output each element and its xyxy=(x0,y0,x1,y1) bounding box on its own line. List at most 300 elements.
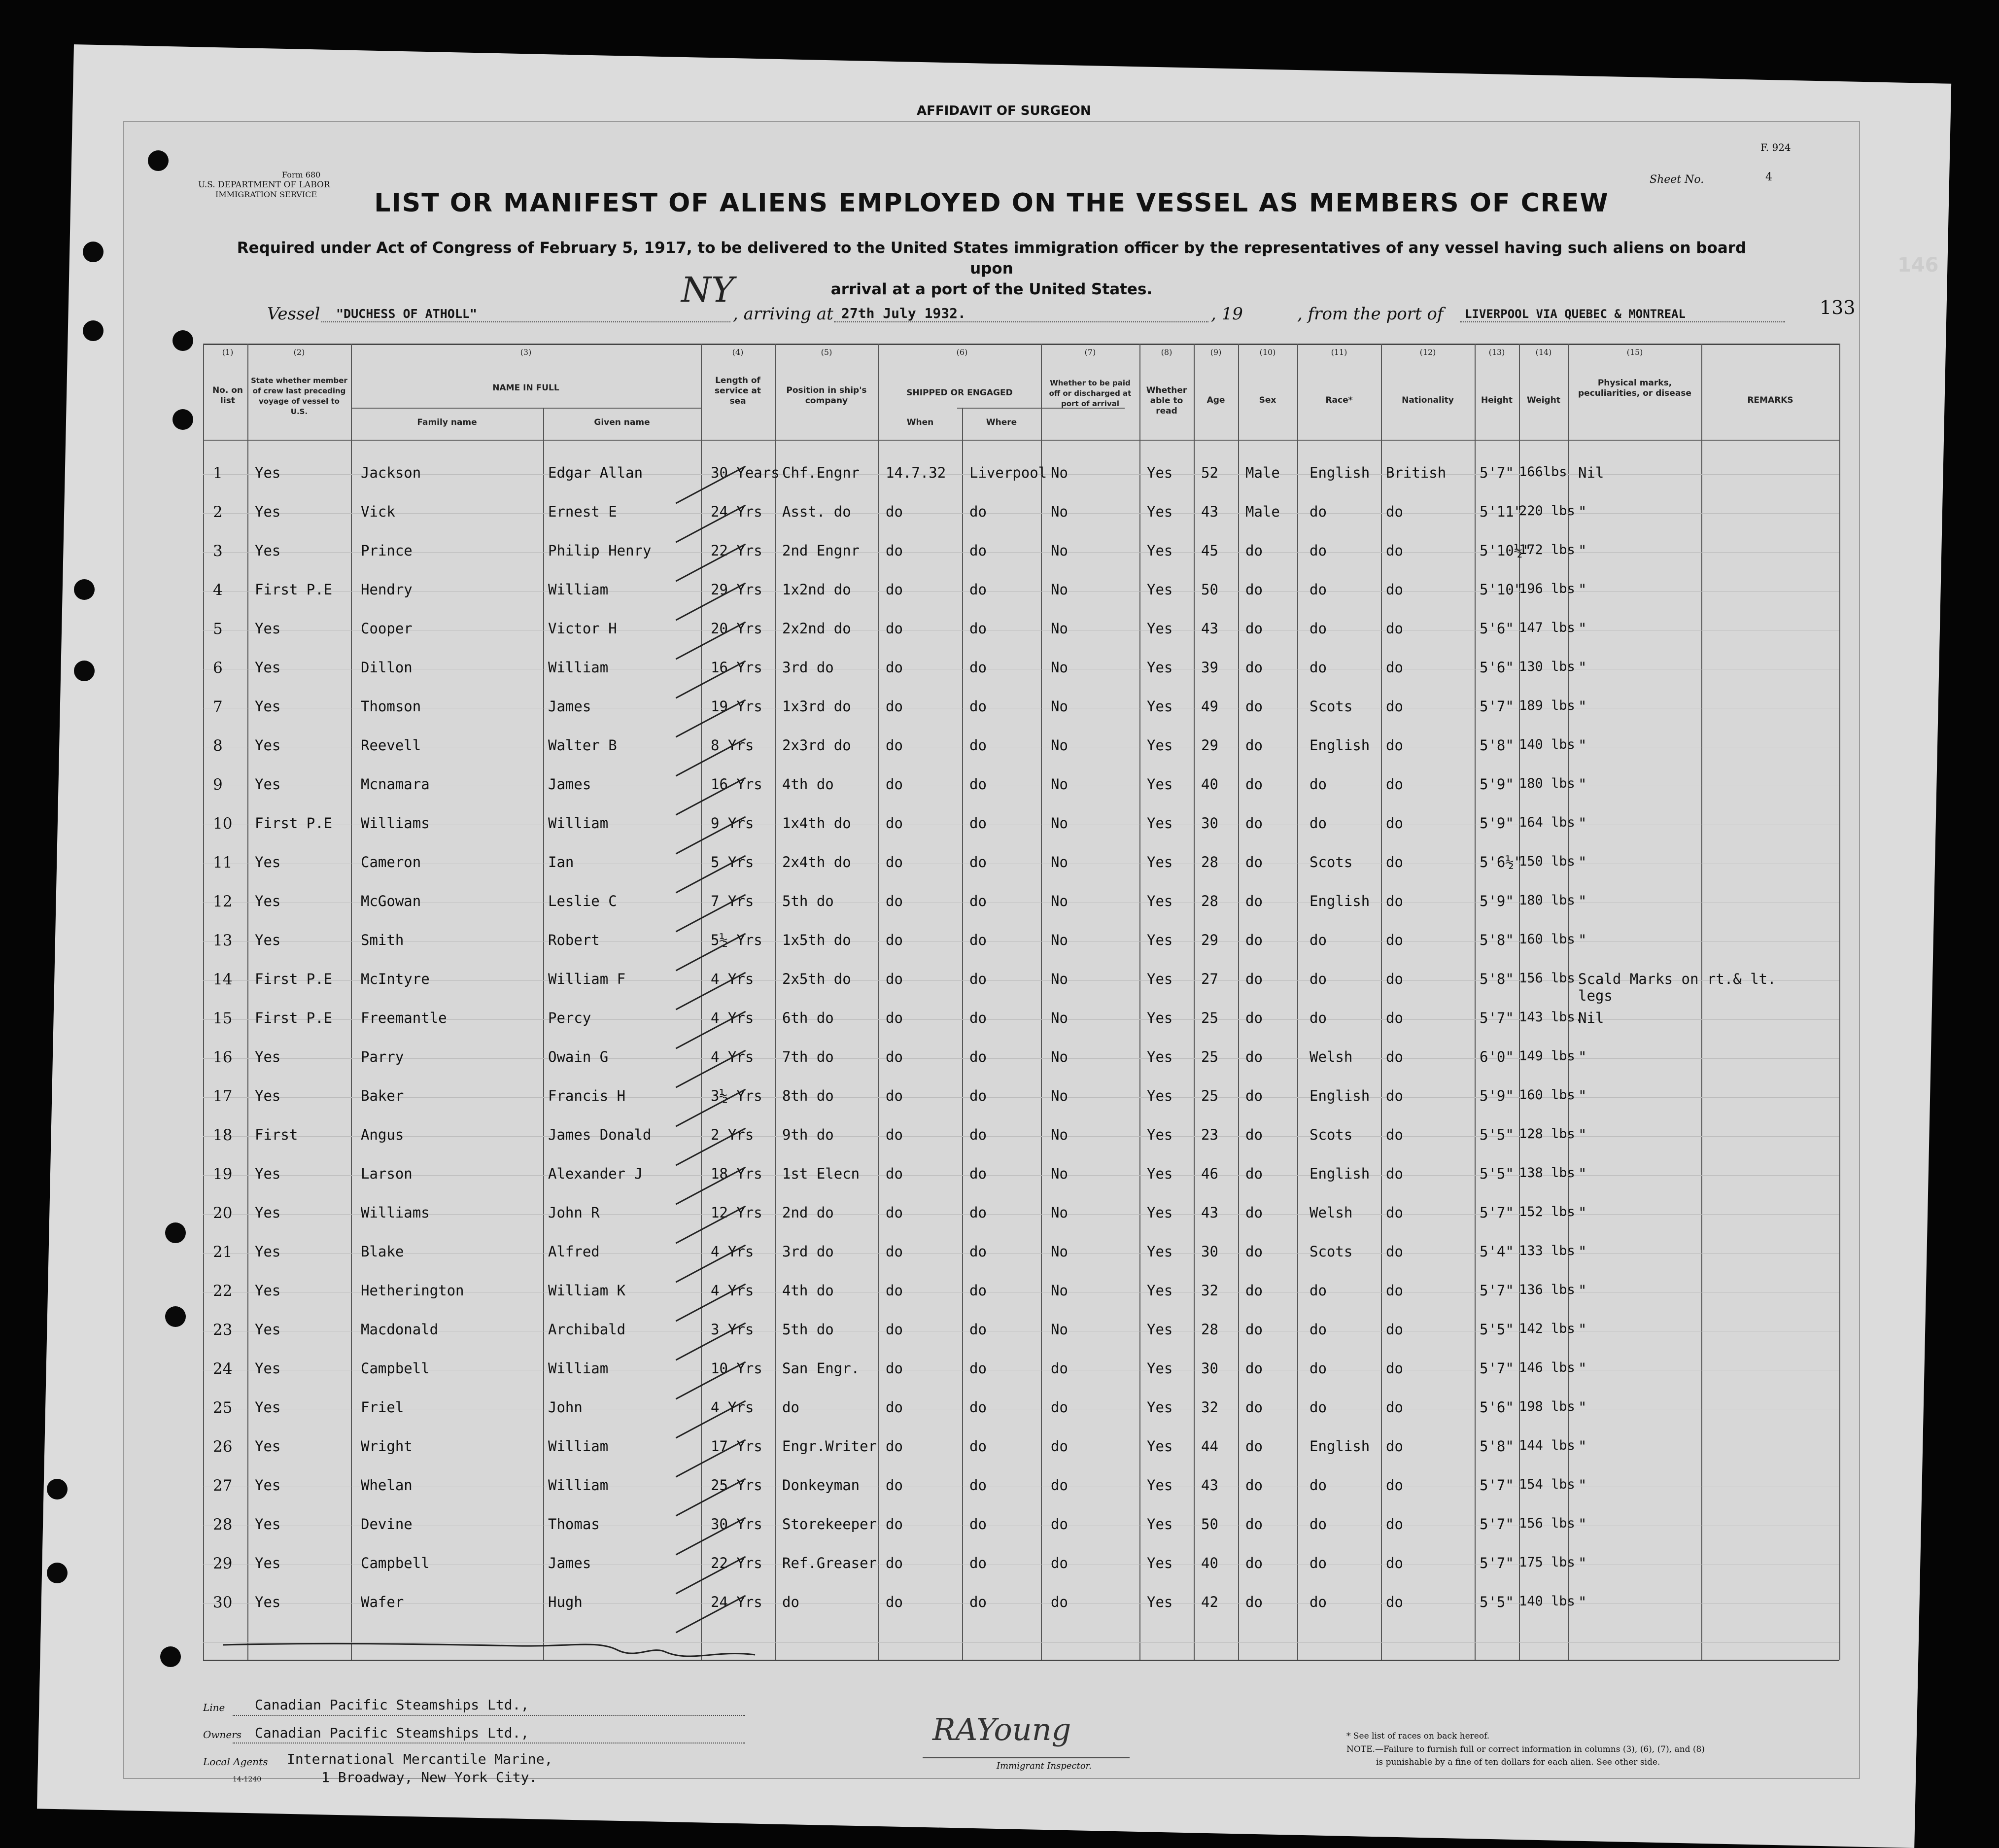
row-number: 2 xyxy=(213,503,223,521)
header-length-service: Length of service at sea xyxy=(714,376,761,406)
table-row xyxy=(203,1243,1839,1282)
sex-cell: do xyxy=(1245,1282,1263,1299)
table-row xyxy=(203,932,1839,971)
row-number: 20 xyxy=(213,1204,233,1222)
age-cell: 29 xyxy=(1201,737,1218,754)
shipped-where-cell: do xyxy=(969,542,987,559)
age-cell: 32 xyxy=(1201,1399,1218,1416)
shipped-when-cell: do xyxy=(886,854,903,871)
header-name-in-full: NAME IN FULL xyxy=(492,383,559,393)
binder-hole xyxy=(172,330,193,351)
position-cell: 4th do xyxy=(782,776,834,793)
shipped-when-cell: do xyxy=(886,1594,903,1610)
shipped-where-cell: do xyxy=(969,503,987,520)
table-row xyxy=(203,1438,1839,1477)
nationality-cell: do xyxy=(1386,1204,1403,1221)
family-name-cell: Jackson xyxy=(361,464,421,481)
able-read-cell: Yes xyxy=(1147,1165,1173,1182)
weight-cell: 150 lbs xyxy=(1519,854,1575,869)
binder-hole xyxy=(83,242,103,262)
crew-state-cell: Yes xyxy=(255,1165,281,1182)
crew-state-cell: Yes xyxy=(255,1516,281,1533)
height-cell: 5'9" xyxy=(1480,893,1514,909)
table-row xyxy=(203,1048,1839,1087)
shipped-where-cell: do xyxy=(969,698,987,715)
row-number: 5 xyxy=(213,620,223,638)
race-cell: Welsh xyxy=(1310,1048,1353,1065)
weight-cell: 130 lbs xyxy=(1519,659,1575,674)
weight-cell: 180 lbs xyxy=(1519,893,1575,908)
header-physical: Physical marks, peculiarities, or disease xyxy=(1578,378,1691,398)
position-cell: do xyxy=(782,1594,799,1610)
family-name-cell: Reevell xyxy=(361,737,421,754)
shipped-when-cell: do xyxy=(886,1010,903,1026)
sex-cell: do xyxy=(1245,971,1263,987)
shipped-when-cell: do xyxy=(886,1204,903,1221)
age-cell: 50 xyxy=(1201,581,1218,598)
physical-marks-cell: " xyxy=(1578,1594,1587,1610)
sheet-number: 4 xyxy=(1765,171,1772,183)
row-number: 10 xyxy=(213,815,233,833)
name-sub-rule xyxy=(351,408,701,409)
binder-hole xyxy=(74,661,95,681)
shipped-when-cell: do xyxy=(886,659,903,676)
paid-off-cell: No xyxy=(1051,854,1068,871)
header-state-member: State whether member of crew last preceding voyage of vessel to U.S. xyxy=(251,376,347,416)
table-row xyxy=(203,854,1839,893)
family-name-cell: Cameron xyxy=(361,854,421,871)
race-cell: do xyxy=(1310,503,1327,520)
crew-state-cell: Yes xyxy=(255,1243,281,1260)
family-name-cell: Wafer xyxy=(361,1594,404,1610)
position-cell: San Engr. xyxy=(782,1360,860,1377)
paid-off-cell: No xyxy=(1051,1010,1068,1026)
given-name-cell: James xyxy=(548,1555,591,1571)
crew-state-cell: Yes xyxy=(255,1555,281,1571)
vessel-dotline xyxy=(321,321,730,322)
table-row xyxy=(203,776,1839,815)
table-row xyxy=(203,1360,1839,1399)
age-cell: 28 xyxy=(1201,1321,1218,1338)
nationality-cell: do xyxy=(1386,971,1403,987)
physical-marks-cell: " xyxy=(1578,1555,1587,1571)
sex-cell: do xyxy=(1245,1594,1263,1610)
col-number-14: (14) xyxy=(1535,348,1552,357)
physical-marks-cell: " xyxy=(1578,776,1587,793)
nationality-cell: do xyxy=(1386,1126,1403,1143)
nationality-cell: do xyxy=(1386,698,1403,715)
row-number: 7 xyxy=(213,698,223,716)
family-name-cell: Vick xyxy=(361,503,395,520)
nationality-cell: do xyxy=(1386,932,1403,948)
nationality-cell: do xyxy=(1386,737,1403,754)
binder-hole xyxy=(165,1222,186,1243)
family-name-cell: Williams xyxy=(361,815,430,832)
sheet-label: Sheet No. xyxy=(1650,174,1704,186)
shipped-when-cell: do xyxy=(886,1321,903,1338)
service-length-cell: 5 Yrs xyxy=(711,854,754,871)
position-cell: 5th do xyxy=(782,893,834,909)
able-read-cell: Yes xyxy=(1147,1477,1173,1494)
race-cell: English xyxy=(1310,464,1370,481)
row-number: 12 xyxy=(213,893,233,910)
shipped-where-cell: do xyxy=(969,1516,987,1533)
given-name-cell: James xyxy=(548,776,591,793)
service-length-cell: 16 Yrs xyxy=(711,776,762,793)
crew-state-cell: First P.E xyxy=(255,971,333,987)
service-length-cell: 25 Yrs xyxy=(711,1477,762,1494)
position-cell: Chf.Engnr xyxy=(782,464,860,481)
shipped-where-cell: do xyxy=(969,1010,987,1026)
row-number: 27 xyxy=(213,1477,233,1495)
physical-marks-cell: " xyxy=(1578,1321,1587,1338)
table-row xyxy=(203,815,1839,854)
weight-cell: 160 lbs xyxy=(1519,932,1575,947)
able-read-cell: Yes xyxy=(1147,1204,1173,1221)
crew-state-cell: Yes xyxy=(255,1048,281,1065)
row-number: 15 xyxy=(213,1010,233,1027)
row-number: 8 xyxy=(213,737,223,755)
col-number-8: (8) xyxy=(1161,348,1172,357)
family-name-cell: Blake xyxy=(361,1243,404,1260)
given-name-cell: Archibald xyxy=(548,1321,626,1338)
binder-hole xyxy=(47,1563,68,1583)
service-name: IMMIGRATION SERVICE xyxy=(215,190,317,199)
position-cell: 3rd do xyxy=(782,659,834,676)
able-read-cell: Yes xyxy=(1147,776,1173,793)
able-read-cell: Yes xyxy=(1147,893,1173,909)
row-number: 3 xyxy=(213,542,223,560)
shipped-when-cell: do xyxy=(886,1360,903,1377)
service-length-cell: 8 Yrs xyxy=(711,737,754,754)
able-read-cell: Yes xyxy=(1147,737,1173,754)
physical-marks-cell: Scald Marks on rt.& lt. legs xyxy=(1578,971,1776,1004)
col-number-13: (13) xyxy=(1488,348,1505,357)
given-name-cell: William xyxy=(548,659,609,676)
able-read-cell: Yes xyxy=(1147,932,1173,948)
signature-rule xyxy=(923,1757,1130,1758)
weight-cell: 196 lbs xyxy=(1519,581,1575,596)
age-cell: 28 xyxy=(1201,893,1218,909)
physical-marks-cell: " xyxy=(1578,503,1587,520)
able-read-cell: Yes xyxy=(1147,1399,1173,1416)
header-where: Where xyxy=(986,418,1017,427)
able-read-cell: Yes xyxy=(1147,464,1173,481)
service-length-cell: 16 Yrs xyxy=(711,659,762,676)
shipped-where-cell: do xyxy=(969,854,987,871)
crew-table xyxy=(203,344,1839,1773)
departure-port: LIVERPOOL VIA QUEBEC & MONTREAL xyxy=(1465,307,1686,321)
crew-state-cell: Yes xyxy=(255,1321,281,1338)
age-cell: 30 xyxy=(1201,1360,1218,1377)
height-cell: 5'7" xyxy=(1480,464,1514,481)
family-name-cell: Devine xyxy=(361,1516,413,1533)
col-number-4: (4) xyxy=(732,348,744,357)
position-cell: 4th do xyxy=(782,1282,834,1299)
height-cell: 5'5" xyxy=(1480,1165,1514,1182)
table-row xyxy=(203,1321,1839,1360)
table-top-rule xyxy=(203,344,1839,345)
weight-cell: 220 lbs xyxy=(1519,503,1575,519)
sex-cell: do xyxy=(1245,1010,1263,1026)
physical-marks-cell: " xyxy=(1578,1399,1587,1416)
age-cell: 27 xyxy=(1201,971,1218,987)
crew-state-cell: Yes xyxy=(255,1282,281,1299)
table-row xyxy=(203,620,1839,659)
weight-cell: 156 lbs xyxy=(1519,1516,1575,1531)
shipped-when-cell: 14.7.32 xyxy=(886,464,946,481)
shipped-where-cell: do xyxy=(969,1594,987,1610)
paid-off-cell: do xyxy=(1051,1555,1068,1571)
height-cell: 5'5" xyxy=(1480,1126,1514,1143)
service-length-cell: 4 Yrs xyxy=(711,971,754,987)
paid-off-cell: do xyxy=(1051,1399,1068,1416)
position-cell: Ref.Greaser xyxy=(782,1555,877,1571)
position-cell: 3rd do xyxy=(782,1243,834,1260)
shipped-when-cell: do xyxy=(886,620,903,637)
race-cell: English xyxy=(1310,1438,1370,1455)
table-row xyxy=(203,1282,1839,1321)
nationality-cell: do xyxy=(1386,620,1403,637)
inspector-signature: RAYoung xyxy=(932,1711,1071,1747)
table-row xyxy=(203,1516,1839,1555)
weight-cell: 172 lbs xyxy=(1519,542,1575,558)
physical-marks-cell: " xyxy=(1578,893,1587,909)
header-family-name: Family name xyxy=(417,418,477,427)
row-number: 25 xyxy=(213,1399,233,1417)
able-read-cell: Yes xyxy=(1147,1010,1173,1026)
page-number-stamp: 146 xyxy=(1897,254,1939,277)
shipped-when-cell: do xyxy=(886,1243,903,1260)
shipped-where-cell: do xyxy=(969,737,987,754)
given-name-cell: William xyxy=(548,1438,609,1455)
weight-cell: 138 lbs xyxy=(1519,1165,1575,1181)
shipped-when-cell: do xyxy=(886,1477,903,1494)
header-height: Height xyxy=(1481,395,1513,405)
service-length-cell: 24 Yrs xyxy=(711,503,762,520)
col-number-15: (15) xyxy=(1626,348,1643,357)
service-length-cell: 22 Yrs xyxy=(711,1555,762,1571)
paid-off-cell: No xyxy=(1051,659,1068,676)
sex-cell: do xyxy=(1245,1048,1263,1065)
position-cell: do xyxy=(782,1399,799,1416)
given-name-cell: Alfred xyxy=(548,1243,600,1260)
physical-marks-cell: " xyxy=(1578,737,1587,754)
physical-marks-cell: " xyxy=(1578,1477,1587,1494)
service-length-cell: 4 Yrs xyxy=(711,1282,754,1299)
crew-state-cell: Yes xyxy=(255,1204,281,1221)
sex-cell: do xyxy=(1245,1204,1263,1221)
able-read-cell: Yes xyxy=(1147,1555,1173,1571)
given-name-cell: Owain G xyxy=(548,1048,609,1065)
table-row xyxy=(203,1010,1839,1048)
header-race: Race* xyxy=(1325,395,1353,405)
physical-marks-cell: " xyxy=(1578,542,1587,559)
paid-off-cell: No xyxy=(1051,1204,1068,1221)
table-row xyxy=(203,464,1839,503)
race-cell: do xyxy=(1310,1010,1327,1026)
age-cell: 46 xyxy=(1201,1165,1218,1182)
race-cell: do xyxy=(1310,1321,1327,1338)
able-read-cell: Yes xyxy=(1147,1048,1173,1065)
page-number-secondary: 133 xyxy=(1820,297,1856,318)
shipped-when-cell: do xyxy=(886,1087,903,1104)
paid-off-cell: do xyxy=(1051,1516,1068,1533)
shipped-when-cell: do xyxy=(886,698,903,715)
height-cell: 5'7" xyxy=(1480,1204,1514,1221)
shipped-where-cell: do xyxy=(969,1477,987,1494)
crew-state-cell: Yes xyxy=(255,1438,281,1455)
age-cell: 49 xyxy=(1201,698,1218,715)
col-number-5: (5) xyxy=(821,348,832,357)
height-cell: 5'6" xyxy=(1480,1399,1514,1416)
weight-cell: 128 lbs xyxy=(1519,1126,1575,1142)
race-cell: do xyxy=(1310,542,1327,559)
paid-off-cell: No xyxy=(1051,503,1068,520)
physical-marks-cell: " xyxy=(1578,854,1587,871)
sex-cell: do xyxy=(1245,1087,1263,1104)
weight-cell: 143 lbs. xyxy=(1519,1010,1584,1025)
given-name-cell: William xyxy=(548,1477,609,1494)
able-read-cell: Yes xyxy=(1147,1594,1173,1610)
given-name-cell: Victor H xyxy=(548,620,617,637)
header-given-name: Given name xyxy=(594,418,650,427)
arriving-handwritten: NY xyxy=(681,270,734,310)
physical-marks-cell: " xyxy=(1578,659,1587,676)
crew-state-cell: First xyxy=(255,1126,298,1143)
able-read-cell: Yes xyxy=(1147,698,1173,715)
subtitle-line-1: Required under Act of Congress of February 5, 1917, to be delivered to the United States immigration officer by the representatives of any vessel having such aliens on board upon xyxy=(237,239,1747,278)
header-age: Age xyxy=(1206,395,1225,405)
position-cell: 2x3rd do xyxy=(782,737,851,754)
race-cell: do xyxy=(1310,815,1327,832)
binder-hole xyxy=(74,579,95,600)
age-cell: 30 xyxy=(1201,815,1218,832)
family-name-cell: Hendry xyxy=(361,581,413,598)
height-cell: 5'9" xyxy=(1480,815,1514,832)
shipped-where-cell: do xyxy=(969,1399,987,1416)
service-length-cell: 5½ Yrs xyxy=(711,932,762,948)
footnote-races: * See list of races on back hereof. xyxy=(1346,1731,1490,1741)
height-cell: 5'6" xyxy=(1480,659,1514,676)
crew-state-cell: First P.E xyxy=(255,815,333,832)
age-cell: 52 xyxy=(1201,464,1218,481)
paid-off-cell: No xyxy=(1051,776,1068,793)
table-row xyxy=(203,542,1839,581)
family-name-cell: McIntyre xyxy=(361,971,430,987)
physical-marks-cell: " xyxy=(1578,1087,1587,1104)
footnote-penalty-2: is punishable by a fine of ten dollars for each alien. See other side. xyxy=(1376,1757,1660,1767)
nationality-cell: do xyxy=(1386,1282,1403,1299)
race-cell: Scots xyxy=(1310,1243,1353,1260)
height-cell: 5'8" xyxy=(1480,971,1514,987)
family-name-cell: Parry xyxy=(361,1048,404,1065)
crew-state-cell: Yes xyxy=(255,932,281,948)
crew-state-cell: First P.E xyxy=(255,581,333,598)
form-reference: F. 924 xyxy=(1760,141,1791,153)
paid-off-cell: No xyxy=(1051,1048,1068,1065)
family-name-cell: Campbell xyxy=(361,1360,430,1377)
sex-cell: do xyxy=(1245,1321,1263,1338)
crew-state-cell: Yes xyxy=(255,659,281,676)
race-cell: do xyxy=(1310,971,1327,987)
given-name-cell: Francis H xyxy=(548,1087,626,1104)
race-cell: English xyxy=(1310,893,1370,909)
position-cell: 9th do xyxy=(782,1126,834,1143)
family-name-cell: Whelan xyxy=(361,1477,413,1494)
age-cell: 45 xyxy=(1201,542,1218,559)
weight-cell: 175 lbs xyxy=(1519,1555,1575,1570)
position-cell: 1x3rd do xyxy=(782,698,851,715)
table-row xyxy=(203,1126,1839,1165)
service-length-cell: 3½ Yrs xyxy=(711,1087,762,1104)
year-label: , 19 xyxy=(1211,304,1243,324)
given-name-cell: Percy xyxy=(548,1010,591,1026)
nationality-cell: do xyxy=(1386,1399,1403,1416)
shipped-where-cell: do xyxy=(969,1321,987,1338)
table-row xyxy=(203,1594,1839,1633)
family-name-cell: Mcnamara xyxy=(361,776,430,793)
height-cell: 5'10" xyxy=(1480,581,1523,598)
crew-state-cell: Yes xyxy=(255,854,281,871)
shipped-where-cell: do xyxy=(969,1360,987,1377)
physical-marks-cell: " xyxy=(1578,1165,1587,1182)
family-name-cell: Prince xyxy=(361,542,413,559)
sex-cell: do xyxy=(1245,1516,1263,1533)
crew-state-cell: Yes xyxy=(255,542,281,559)
physical-marks-cell: " xyxy=(1578,1438,1587,1455)
family-name-cell: Smith xyxy=(361,932,404,948)
nationality-cell: do xyxy=(1386,1321,1403,1338)
row-number: 22 xyxy=(213,1282,233,1300)
weight-cell: 180 lbs xyxy=(1519,776,1575,791)
service-length-cell: 18 Yrs xyxy=(711,1165,762,1182)
family-name-cell: Freemantle xyxy=(361,1010,447,1026)
age-cell: 40 xyxy=(1201,776,1218,793)
vessel-name: "DUCHESS OF ATHOLL" xyxy=(336,307,477,321)
paid-off-cell: do xyxy=(1051,1594,1068,1610)
sex-cell: do xyxy=(1245,620,1263,637)
header-position: Position in ship's company xyxy=(786,385,867,406)
position-cell: 8th do xyxy=(782,1087,834,1104)
given-name-cell: James Donald xyxy=(548,1126,652,1143)
family-name-cell: McGowan xyxy=(361,893,421,909)
weight-cell: 146 lbs xyxy=(1519,1360,1575,1375)
race-cell: do xyxy=(1310,1594,1327,1610)
crew-state-cell: Yes xyxy=(255,1477,281,1494)
nationality-cell: do xyxy=(1386,1010,1403,1026)
weight-cell: 136 lbs xyxy=(1519,1282,1575,1297)
sex-cell: do xyxy=(1245,737,1263,754)
binder-hole xyxy=(83,320,103,341)
service-length-cell: 9 Yrs xyxy=(711,815,754,832)
position-cell: Donkeyman xyxy=(782,1477,860,1494)
able-read-cell: Yes xyxy=(1147,542,1173,559)
position-cell: 2nd do xyxy=(782,1204,834,1221)
shipped-when-cell: do xyxy=(886,776,903,793)
nationality-cell: do xyxy=(1386,659,1403,676)
able-read-cell: Yes xyxy=(1147,1360,1173,1377)
given-name-cell: Ernest E xyxy=(548,503,617,520)
row-number: 23 xyxy=(213,1321,233,1339)
weight-cell: 149 lbs xyxy=(1519,1048,1575,1064)
crew-state-cell: Yes xyxy=(255,1360,281,1377)
service-length-cell: 4 Yrs xyxy=(711,1048,754,1065)
given-name-cell: Edgar Allan xyxy=(548,464,643,481)
table-row xyxy=(203,737,1839,776)
position-cell: 1x5th do xyxy=(782,932,851,948)
given-name-cell: William xyxy=(548,581,609,598)
